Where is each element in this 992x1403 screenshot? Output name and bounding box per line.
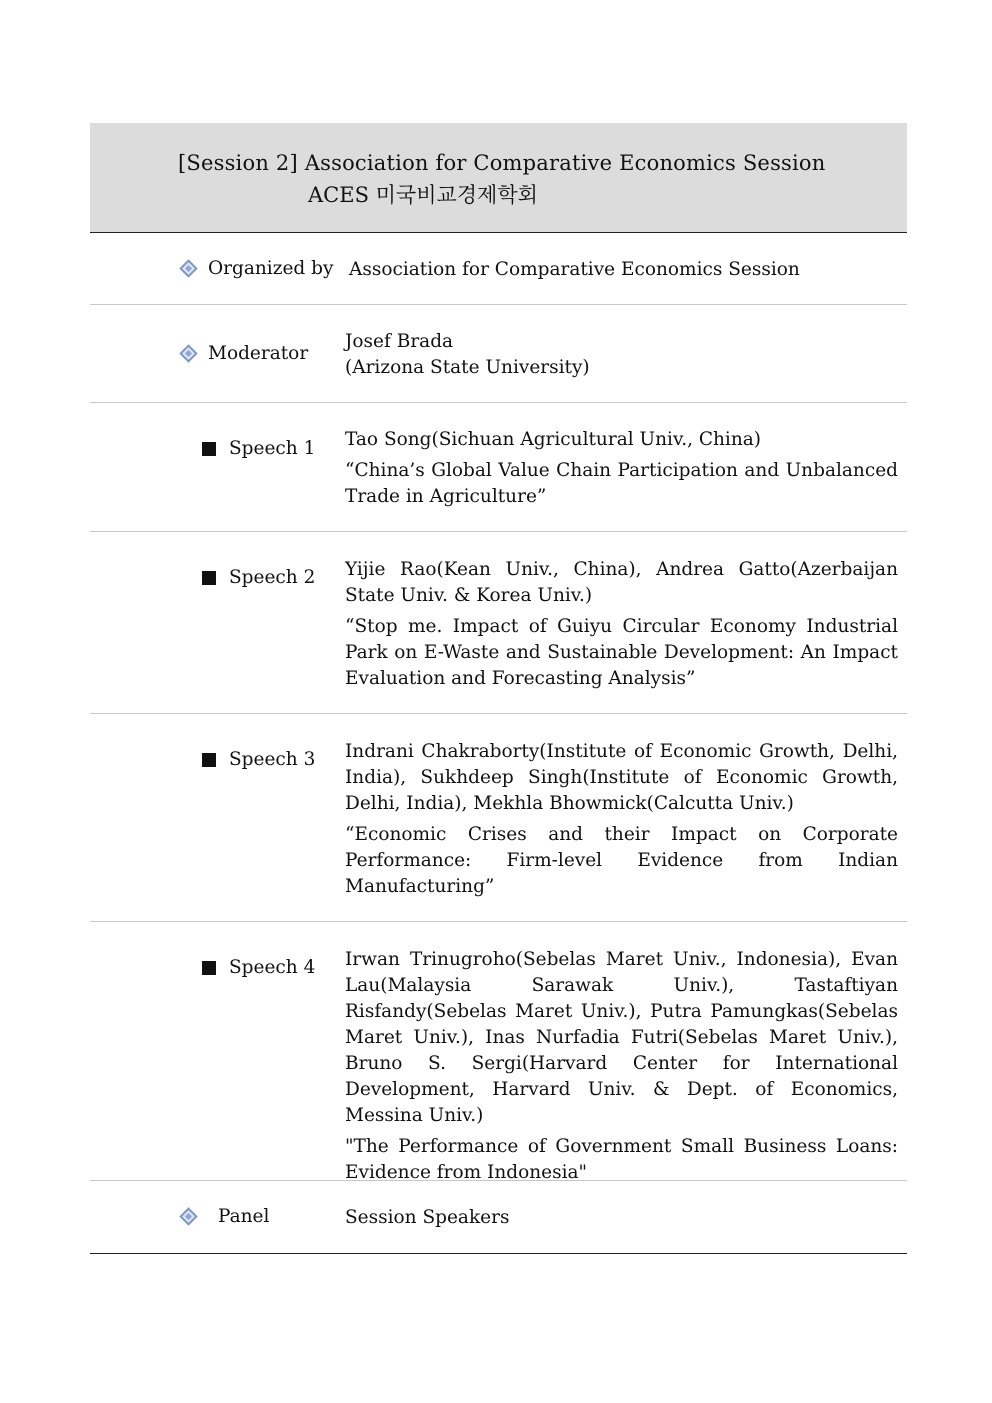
speech-1-row [90,403,907,532]
speech-3-authors: Indrani Chakraborty(Institute of Economic Growth, Delhi, India), Sukhdeep Singh(Institute of Economic Growth, Delhi, India), Mekhla Bhowmick(Calcutta Univ.) [345,741,898,814]
speech-3-row [90,714,907,922]
speech-4-authors: Irwan Trinugroho(Sebelas Maret Univ., Indonesia), Evan Lau(Malaysia Sarawak Univ.), Tastaftiyan Risfandy(Sebelas Maret Univ.), Putra Pamungkas(Sebelas Maret Univ.), Inas Nurfadia Futri(Sebelas Maret Univ.), Bruno S. Sergi(Harvard Center for International Development, Harvard Univ. & Dept. of Economics, Messina Univ.) [345,949,898,1126]
organized-by-label: Organized by [208,258,334,279]
panel-row [90,1181,907,1254]
moderator-name: Josef Brada [345,331,454,352]
speech-4-label: Speech 4 [229,957,316,978]
speech-3-label: Speech 3 [229,749,316,770]
organized-by-value: Association for Comparative Economics Session [349,259,800,280]
speech-3-label-group [202,749,315,770]
speech-1-label-group [202,438,315,459]
moderator-label-group [182,343,308,364]
speech-1-authors: Tao Song(Sichuan Agricultural Univ., China) [345,429,761,450]
square-bullet-icon [202,753,216,767]
speech-2-label-group [202,567,315,588]
speech-2-authors: Yijie Rao(Kean Univ., China), Andrea Gatto(Azerbaijan State Univ. & Korea Univ.) [345,559,898,606]
organized-by-row [90,233,907,305]
speech-3-content [345,739,898,900]
speech-3-title: “Economic Crises and their Impact on Corporate Performance: Firm-level Evidence from Indian Manufacturing” [345,824,898,897]
speech-2-content [345,557,898,692]
panel-label-group [182,1206,269,1227]
panel-value-block [345,1205,898,1231]
speech-1-content [345,427,898,510]
square-bullet-icon [202,571,216,585]
moderator-affiliation: (Arizona State University) [345,357,590,378]
moderator-label: Moderator [208,343,309,364]
square-bullet-icon [202,442,216,456]
panel-value: Session Speakers [345,1207,510,1228]
diamond-bullet-icon [179,259,197,277]
diamond-bullet-icon [179,1207,197,1225]
organized-by-value-block [349,257,902,283]
speech-4-row [90,922,907,1181]
panel-label: Panel [218,1206,270,1227]
square-bullet-icon [202,961,216,975]
speech-4-content [345,947,898,1186]
speech-2-row [90,532,907,714]
speech-2-label: Speech 2 [229,567,316,588]
moderator-value-block [345,329,898,381]
speech-4-label-group [202,957,315,978]
session-program-table [90,123,907,1254]
organized-by-label-group [182,258,333,279]
speech-2-title: “Stop me. Impact of Guiyu Circular Economy Industrial Park on E-Waste and Sustainable Development: An Impact Evaluation and Forecasting Analysis” [345,616,898,689]
moderator-row [90,305,907,403]
speech-4-title: "The Performance of Government Small Business Loans: Evidence from Indonesia" [345,1136,898,1183]
speech-1-label: Speech 1 [229,438,316,459]
session-header [90,123,907,233]
session-title: [Session 2] Association for Comparative Economics Session [178,151,826,175]
diamond-bullet-icon [179,344,197,362]
speech-1-title: “China’s Global Value Chain Participation and Unbalanced Trade in Agriculture” [345,460,898,507]
session-subtitle: ACES 미국비교경제학회 [308,183,538,207]
